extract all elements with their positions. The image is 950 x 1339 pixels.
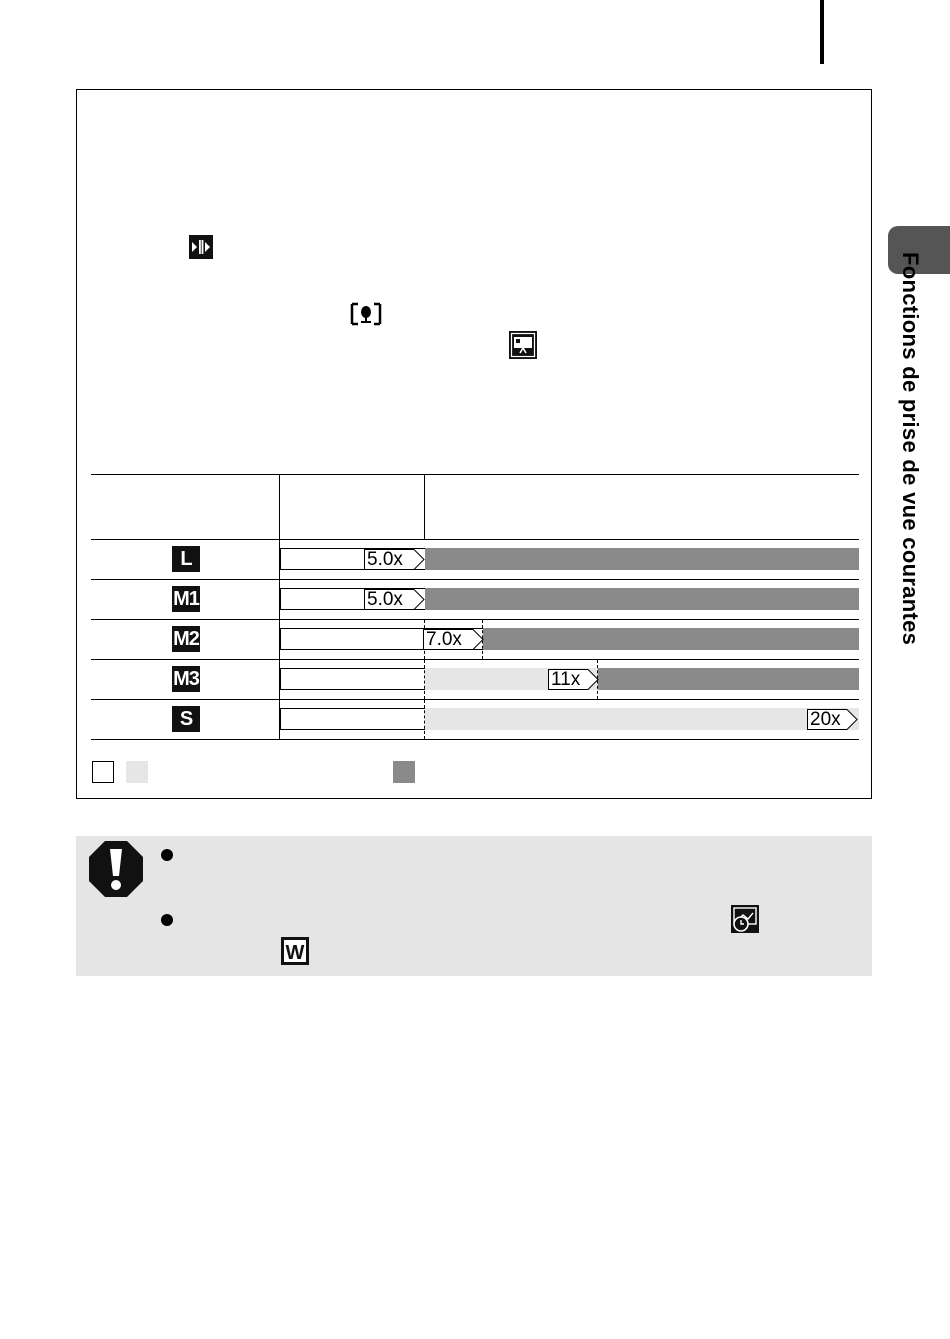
table-row-rule [91, 659, 859, 660]
digital-zoom-degraded-bar [483, 628, 859, 650]
legend-light-swatch [126, 761, 148, 783]
zoom-tag [807, 709, 859, 730]
table-header-rule [91, 539, 859, 540]
size-M1-icon: M1 [173, 588, 199, 610]
af-frame-icon [189, 235, 213, 259]
self-timer-icon [731, 905, 759, 933]
movie-screen-icon [509, 331, 537, 359]
content-box [76, 89, 872, 799]
legend-white-swatch [92, 761, 114, 783]
table-row-rule [91, 619, 859, 620]
wide-w-icon [281, 937, 309, 965]
digital-zoom-degraded-bar [425, 588, 859, 610]
caution-icon [88, 840, 144, 898]
legend-dark-swatch [393, 761, 415, 783]
zoom-value: 5.0x [367, 549, 403, 570]
size-M3-icon: M3 [173, 668, 199, 690]
bullet [161, 849, 173, 861]
size-L-icon: L [172, 546, 200, 572]
zoom-value: 11x [551, 669, 581, 690]
digital-zoom-safe-bar [425, 708, 859, 730]
size-S-icon: S [172, 706, 200, 732]
digital-zoom-degraded-bar [425, 548, 859, 570]
top-rule [820, 0, 824, 64]
bullet [161, 914, 173, 926]
zoom-tag [548, 669, 600, 690]
svg-text:W: W [285, 942, 305, 964]
digital-zoom-range [280, 668, 425, 690]
size-M2-icon: M2 [173, 628, 199, 650]
zoom-tag [364, 589, 426, 610]
zoom-value: 5.0x [367, 589, 403, 610]
chapter-title: Fonctions de prise de vue courantes [898, 252, 923, 646]
digital-zoom-range [280, 708, 425, 730]
table-top-rule [91, 474, 859, 475]
zoom-value: 7.0x [426, 629, 462, 650]
spot-frame-icon [350, 302, 382, 326]
table-column-rule [424, 474, 425, 539]
zoom-tag [364, 549, 426, 570]
zoom-tag [423, 629, 485, 650]
table-bottom-rule [91, 739, 859, 740]
table-row-rule [91, 699, 859, 700]
zoom-value: 20x [810, 709, 841, 730]
digital-zoom-degraded-bar [598, 668, 859, 690]
table-row-rule [91, 579, 859, 580]
